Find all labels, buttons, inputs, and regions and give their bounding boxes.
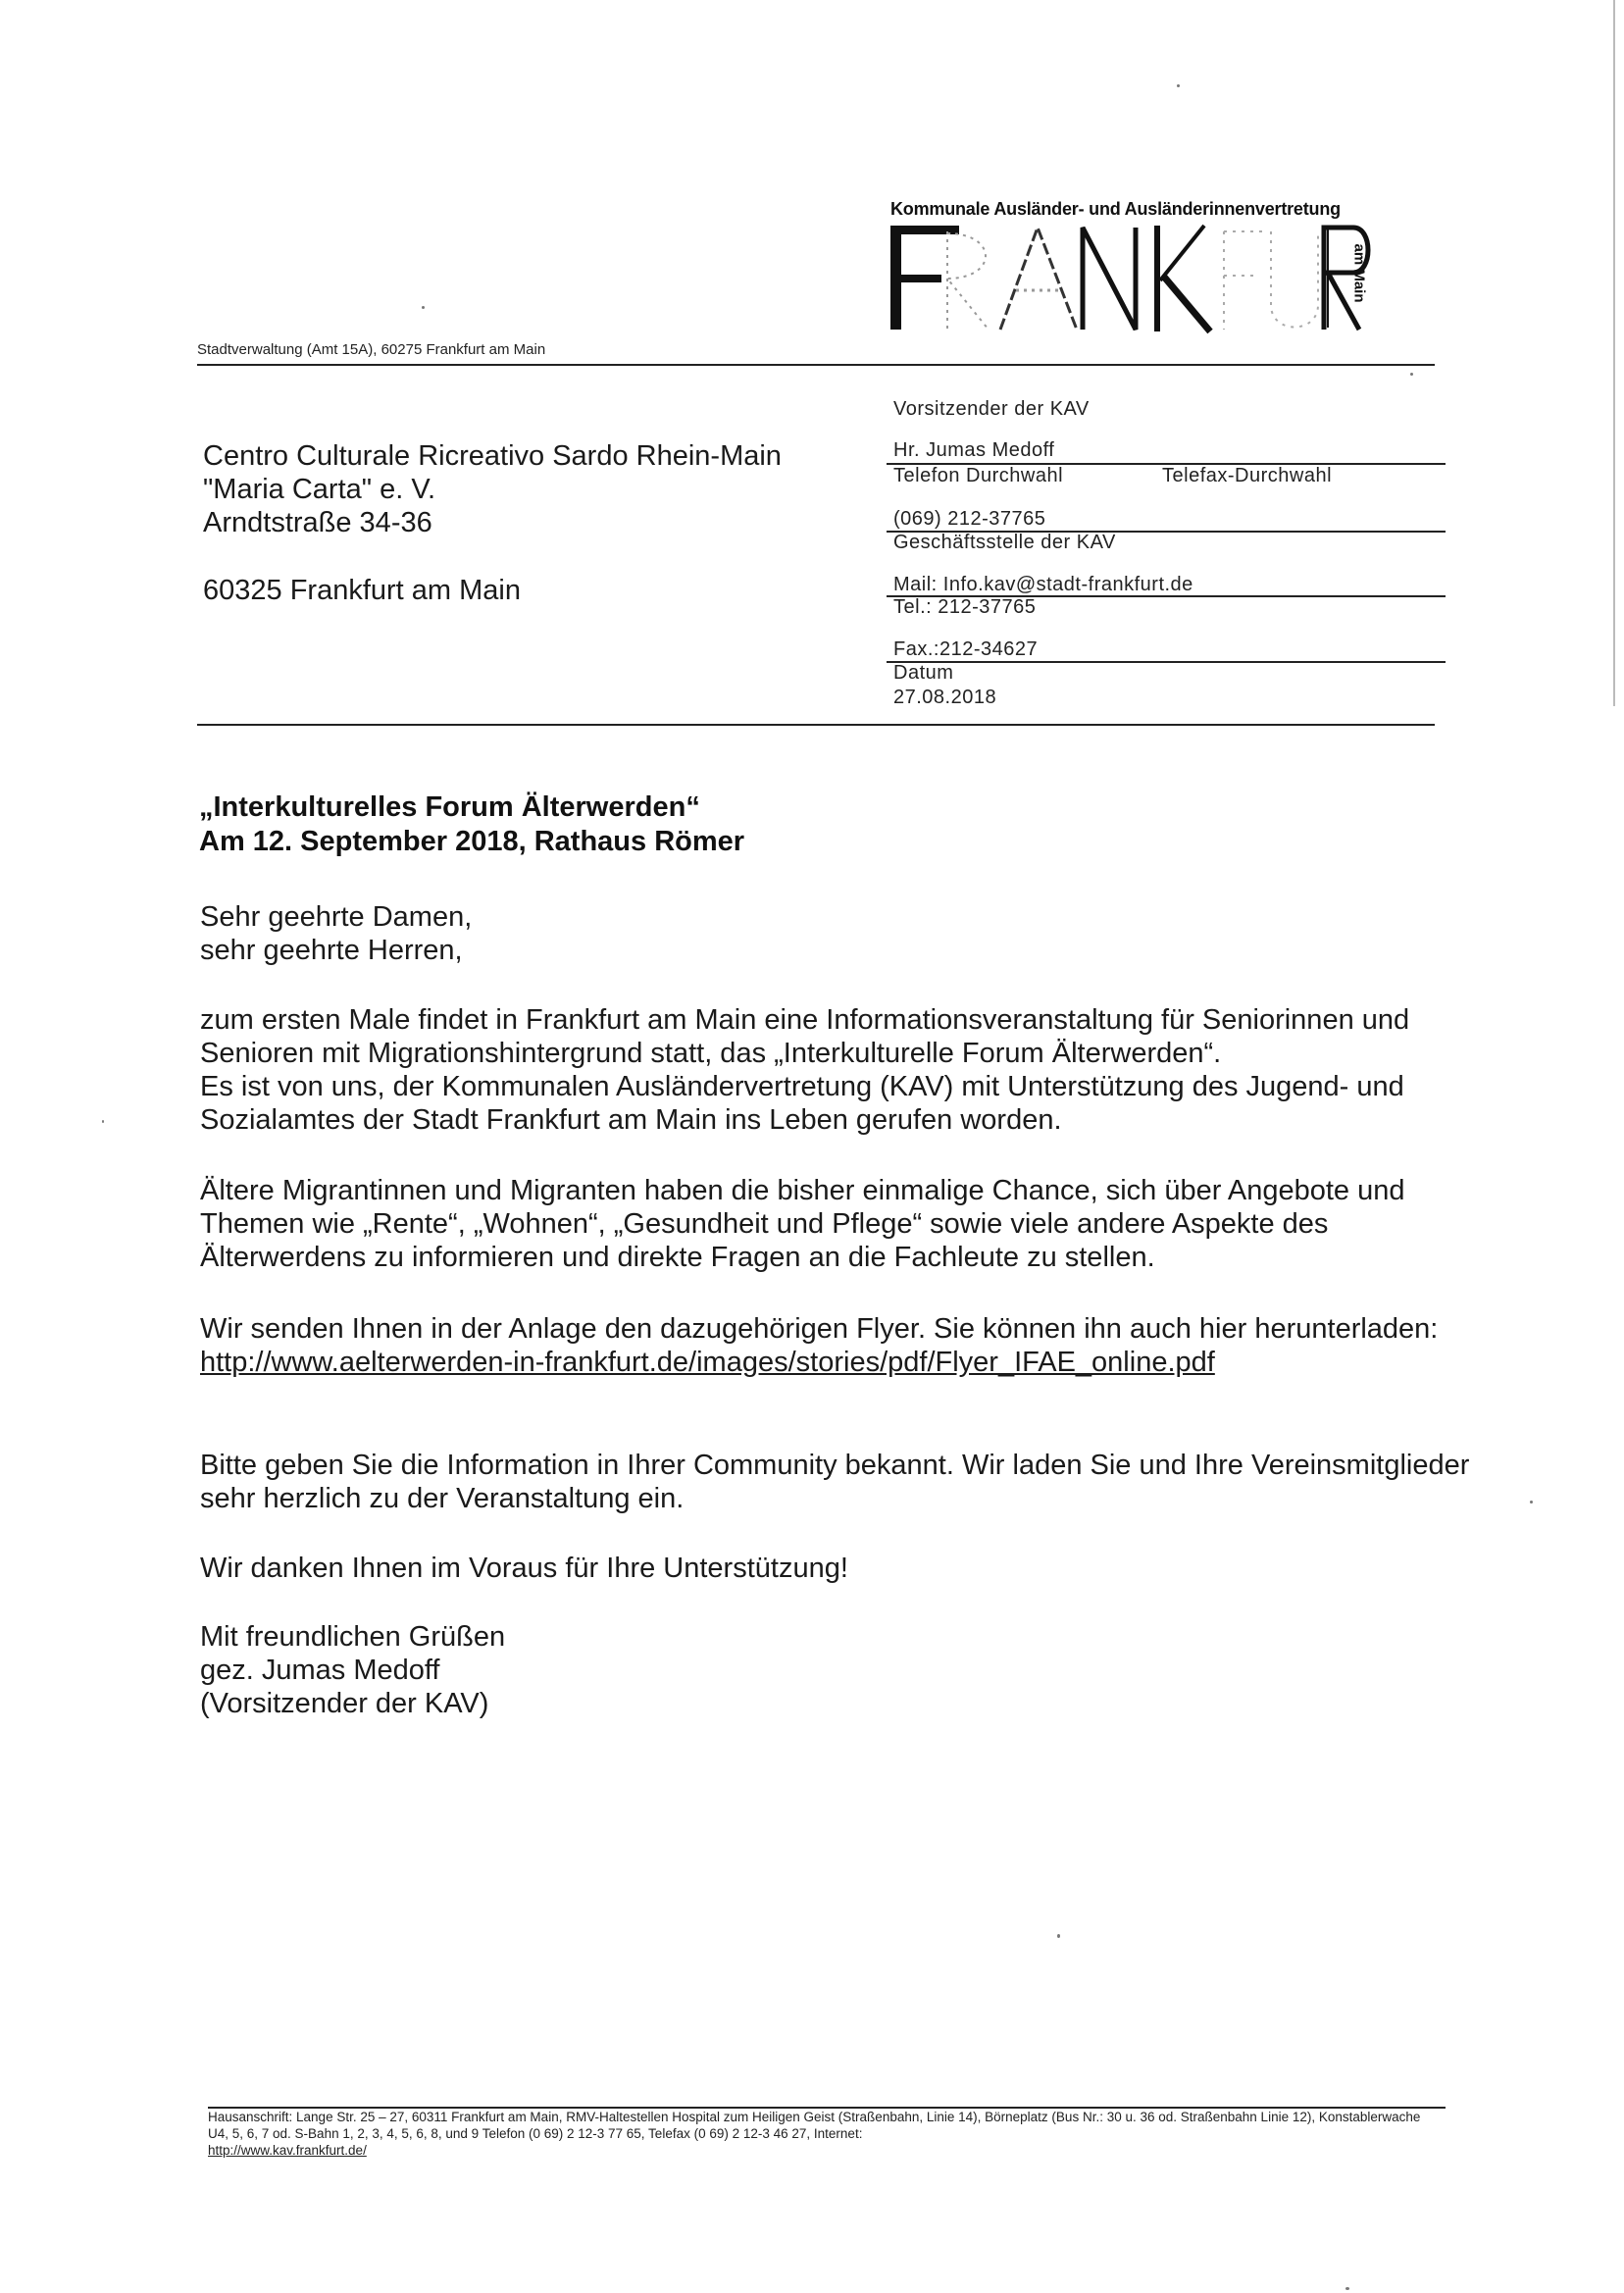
address-block-rule — [197, 724, 1435, 726]
scan-speck — [1530, 1501, 1533, 1503]
fax-label: Telefax-Durchwahl — [1162, 465, 1333, 486]
scan-speck — [1410, 373, 1413, 376]
logo-word-text: FRANKFURT — [792, 222, 799, 223]
info-rule — [887, 661, 1446, 663]
letter-date: 27.08.2018 — [893, 687, 997, 708]
tel-number: Tel.: 212-37765 — [893, 596, 1037, 618]
paragraph-text: Es ist von uns, der Kommunalen Ausländervertretung (KAV) mit Unterstützung des Jugend- und Sozialamtes der Stadt Frankfurt am Main ins Leben gerufen worden. — [200, 1071, 1404, 1136]
header-rule — [197, 364, 1435, 366]
paragraph-text: Wir danken Ihnen im Voraus für Ihre Unterstützung! — [200, 1553, 848, 1584]
paragraph-community — [200, 1449, 1475, 1515]
paragraph-thanks — [200, 1552, 1475, 1585]
signatory-role: (Vorsitzender der KAV) — [200, 1688, 489, 1719]
mail-address[interactable]: Mail: Info.kav@stadt-frankfurt.de — [893, 574, 1193, 595]
contact-name: Hr. Jumas Medoff — [893, 439, 1055, 461]
subject — [199, 790, 744, 859]
paragraph-intro — [200, 1003, 1475, 1137]
paragraph-text: Bitte geben Sie die Information in Ihrer Community bekannt. Wir laden Sie und Ihre Vereinsmitglieder sehr herzlich zu der Veranstaltung ein. — [200, 1450, 1470, 1514]
scan-edge — [1613, 0, 1615, 706]
frankfurt-logo — [792, 222, 1371, 337]
phone-label: Telefon Durchwahl — [893, 465, 1064, 486]
logo-suffix: am Main — [1350, 243, 1368, 303]
fax-number: Fax.:212-34627 — [893, 638, 1039, 660]
recipient-address — [203, 439, 782, 607]
closing — [200, 1620, 1475, 1720]
flyer-link[interactable]: http://www.aelterwerden-in-frankfurt.de/images/stories/pdf/Flyer_IFAE_online.pdf — [200, 1347, 1215, 1378]
subject-line: Am 12. September 2018, Rathaus Römer — [199, 826, 745, 857]
scan-speck — [422, 306, 425, 309]
recipient-line: Centro Culturale Ricreativo Sardo Rhein-Main — [203, 440, 782, 472]
recipient-line: Arndtstraße 34-36 — [203, 507, 432, 538]
organization-name: Kommunale Ausländer- und Ausländerinnenvertretung — [890, 199, 1341, 219]
closing-line: Mit freundlichen Grüßen — [200, 1621, 506, 1653]
scan-speck — [1057, 1934, 1060, 1938]
signatory: gez. Jumas Medoff — [200, 1655, 440, 1686]
salutation-line: sehr geehrte Herren, — [200, 935, 463, 966]
date-label: Datum — [893, 662, 954, 684]
recipient-city: 60325 Frankfurt am Main — [203, 575, 521, 606]
return-address: Stadtverwaltung (Amt 15A), 60275 Frankfurt am Main — [197, 341, 546, 358]
paragraph-text: zum ersten Male findet in Frankfurt am Main eine Informationsveranstaltung für Seniorinnen und Senioren mit Migrationshintergrund statt, das „Interkulturelle Forum Älterwerden“. — [200, 1004, 1410, 1069]
paragraph-flyer — [200, 1312, 1475, 1379]
paragraph-text: Wir senden Ihnen in der Anlage den dazugehörigen Flyer. Sie können ihn auch hier herunterladen: — [200, 1313, 1439, 1345]
footer-text: Hausanschrift: Lange Str. 25 – 27, 60311 Frankfurt am Main, RMV-Haltestellen Hospital zum Heiligen Geist (Straßenbahn, Linie 14), Börneplatz (Bus Nr.: 30 u. 36 od. Straßenbahn Linie 12), Konstablerwache U4, 5, 6, 7 od. S-Bahn 1, 2, 3, 4, 5, 6, 8, und 9 Telefon (0 69) 2 12-3 77 65, Telefax (0 69) 2 12-3 46 27, Internet: — [208, 2110, 1421, 2141]
paragraph-topics — [200, 1174, 1475, 1274]
paragraph-text: Ältere Migrantinnen und Migranten haben die bisher einmalige Chance, sich über Angebote und Themen wie „Rente“, „Wohnen“, „Gesundheit und Pflege“ sowie viele andere Aspekte des Älterwerdens zu informieren und direkte Fragen an die Fachleute zu stellen. — [200, 1175, 1405, 1273]
info-role-label: Vorsitzender der KAV — [893, 398, 1090, 420]
footer-address — [208, 2109, 1434, 2159]
scan-speck — [1177, 84, 1180, 87]
footer-url[interactable]: http://www.kav.frankfurt.de/ — [208, 2143, 367, 2158]
subject-line: „Interkulturelles Forum Älterwerden“ — [199, 791, 700, 823]
scan-speck — [1345, 2287, 1349, 2290]
phone-number: (069) 212-37765 — [893, 508, 1046, 530]
scan-speck — [102, 1120, 104, 1123]
office-label: Geschäftsstelle der KAV — [893, 532, 1116, 553]
salutation-line: Sehr geehrte Damen, — [200, 901, 473, 933]
salutation — [200, 900, 1475, 967]
recipient-line: "Maria Carta" e. V. — [203, 474, 436, 505]
